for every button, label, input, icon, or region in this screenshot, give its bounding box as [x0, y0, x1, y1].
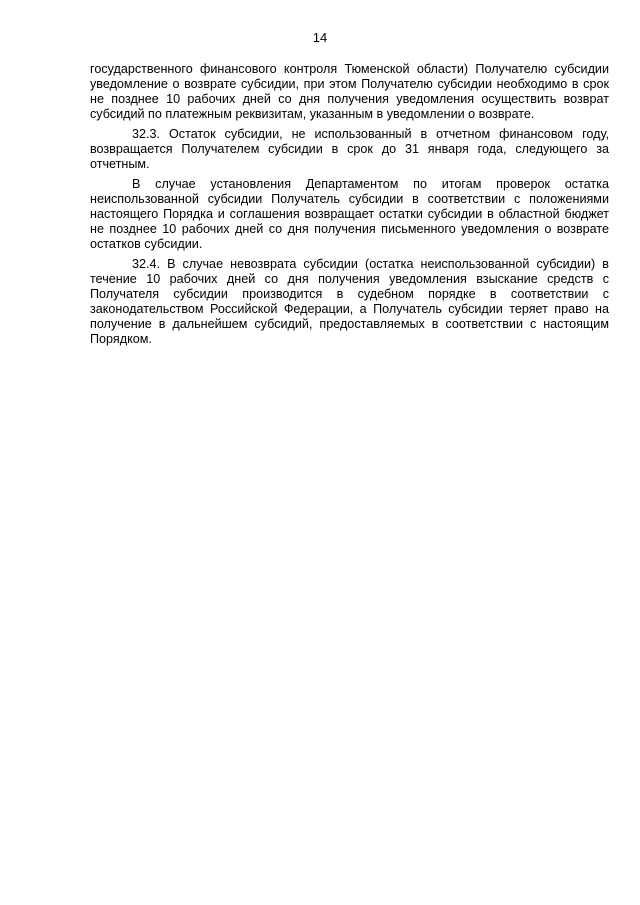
paragraph-remainder-return: В случае установления Департаментом по итогам проверок остатка неиспользованной субсидии Получатель субсидии в соответствии с положениями настоящего Порядка и соглашения возвращает остатки субсидии в областной бюджет не позднее 10 рабочих дней со дня получения письменного уведомления о возврате остатков субсидии. [90, 177, 609, 251]
page-number: 14 [312, 30, 328, 45]
paragraph-32-3: 32.3. Остаток субсидии, не использованный в отчетном финансовом году, возвращается Получателем субсидии в срок до 31 января года, следующего за отчетным. [90, 127, 609, 171]
document-body [90, 62, 609, 352]
paragraph-32-4: 32.4. В случае невозврата субсидии (остатка неиспользованной субсидии) в течение 10 рабочих дней со дня получения уведомления взыскание средств с Получателя субсидии производится в судебном порядке в соответствии с законодательством Российской Федерации, а Получатель субсидии теряет право на получение в дальнейшем субсидий, предоставляемых в соответствии с настоящим Порядком. [90, 257, 609, 346]
paragraph-continuation: государственного финансового контроля Тюменской области) Получателю субсидии уведомление о возврате субсидии, при этом Получателю субсидии необходимо в срок не позднее 10 рабочих дней со дня получения уведомления осуществить возврат субсидий по платежным реквизитам, указанным в уведомлении о возврате. [90, 62, 609, 121]
